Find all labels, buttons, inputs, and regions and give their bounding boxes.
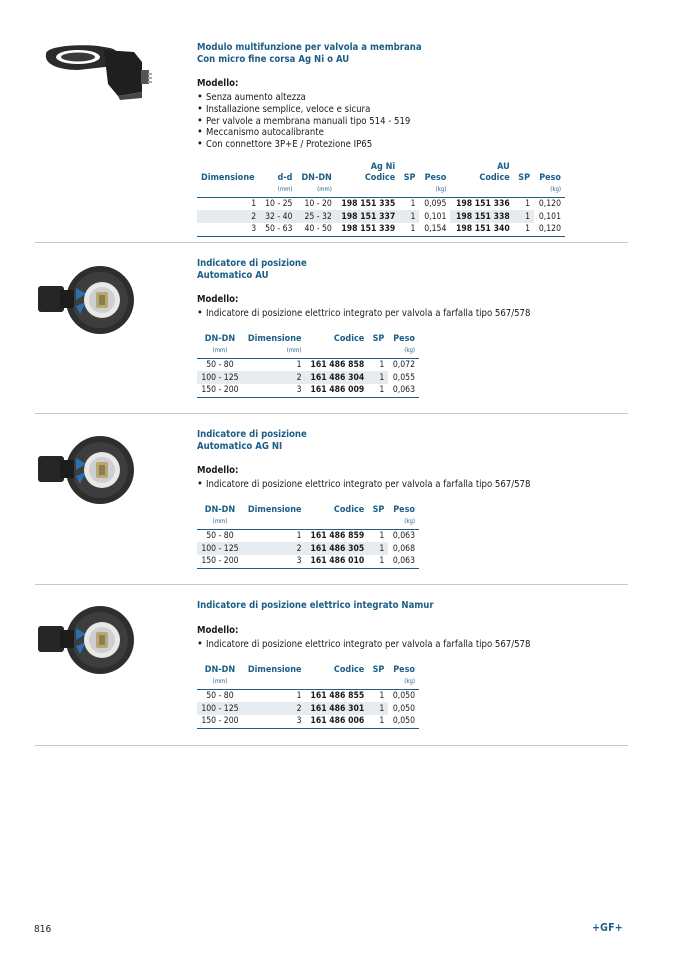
col-header-group: Ag Ni	[370, 162, 396, 172]
position-indicator-image	[36, 258, 140, 342]
col-header	[399, 162, 419, 173]
unit-label: (kg)	[404, 346, 415, 354]
spec-table	[197, 665, 419, 729]
table-cell: 1	[410, 224, 416, 235]
unit-label	[306, 345, 369, 358]
col-header: Codice	[364, 173, 396, 183]
table-cell: 161 486 010	[310, 556, 365, 567]
table-cell: 50 - 80	[206, 530, 234, 541]
table-cell: 50 - 63	[265, 224, 293, 235]
col-header: d-d	[277, 173, 293, 183]
table-cell: 50 - 80	[206, 690, 234, 701]
unit-label	[306, 676, 369, 689]
table-cell: 100 - 125	[197, 542, 243, 555]
feature-list	[197, 308, 530, 320]
section-divider	[35, 413, 628, 414]
title-line: Automatico AU	[197, 269, 269, 281]
title-line: Modulo multifunzione per valvola a membrana	[197, 42, 422, 53]
table-cell: 150 - 200	[201, 716, 239, 727]
col-header: Codice	[479, 173, 510, 183]
table-cell: 0,120	[538, 224, 561, 235]
col-header-group: AU	[497, 162, 510, 172]
table-cell: 1	[525, 198, 531, 209]
table-row	[197, 210, 565, 223]
section-divider	[35, 242, 628, 243]
table-cell: 40 - 50	[304, 224, 332, 235]
unit-label	[514, 184, 534, 197]
spec-table	[197, 505, 419, 569]
table-cell: 1	[379, 530, 385, 541]
table-cell: 3	[251, 224, 257, 235]
table-cell: 198 151 335	[341, 198, 396, 209]
table-cell: 161 486 855	[310, 690, 365, 701]
table-cell: 3	[296, 556, 302, 567]
unit-label: (kg)	[435, 185, 447, 193]
position-indicator-image	[36, 428, 140, 512]
table-row	[197, 384, 419, 397]
col-header	[534, 162, 565, 173]
table-row	[197, 358, 419, 371]
table-row	[197, 223, 565, 236]
table-cell: 1	[296, 359, 302, 370]
feature-list	[197, 479, 530, 491]
table-cell: 198 151 338	[450, 210, 513, 223]
col-header: SP	[518, 173, 531, 183]
table-cell: 3	[296, 385, 302, 396]
col-header	[514, 162, 534, 173]
unit-label	[368, 516, 388, 529]
feature-list	[197, 92, 410, 151]
table-cell: 0,050	[392, 716, 415, 727]
table-cell: 25 - 32	[296, 210, 335, 223]
spec-table	[197, 162, 565, 237]
table-cell: 2	[243, 371, 306, 384]
unit-label: (mm)	[212, 517, 228, 525]
table-cell: 198 151 339	[341, 224, 396, 235]
col-header: DN-DN	[204, 505, 236, 515]
unit-label	[450, 184, 513, 197]
list-item: • Indicatore di posizione elettrico integrato per valvola a farfalla tipo 567/578	[197, 639, 530, 651]
table-row	[197, 529, 419, 542]
col-header	[260, 162, 296, 173]
unit-label	[336, 184, 399, 197]
table-cell: 10 - 20	[304, 198, 332, 209]
table-cell: 1	[296, 690, 302, 701]
table-cell: 0,050	[392, 690, 415, 701]
col-header	[197, 162, 260, 173]
col-header: Dimensione	[247, 505, 302, 515]
col-header: Codice	[333, 334, 365, 344]
unit-label	[197, 184, 260, 197]
table-row	[197, 371, 419, 384]
col-header	[419, 162, 450, 173]
list-item: • Meccanismo autocalibrante	[197, 127, 410, 139]
list-item: • Con connettore 3P+E / Protezione IP65	[197, 139, 410, 151]
list-item: • Senza aumento altezza	[197, 92, 410, 104]
table-cell: 2	[243, 542, 306, 555]
list-item: • Indicatore di posizione elettrico integrato per valvola a farfalla tipo 567/578	[197, 479, 530, 491]
title-line: Automatico AG NI	[197, 440, 283, 452]
col-header: Codice	[333, 665, 365, 675]
table-cell: 161 486 301	[306, 702, 369, 715]
col-header: Peso	[393, 665, 415, 675]
table-cell: 1	[379, 690, 385, 701]
title-line: Con micro fine corsa Ag Ni o AU	[197, 53, 350, 65]
section-title	[197, 258, 307, 281]
table-cell: 1	[251, 198, 257, 209]
table-cell: 1	[410, 198, 416, 209]
position-indicator-image	[36, 598, 140, 682]
section-title	[197, 600, 434, 612]
col-header: Dimensione	[247, 665, 302, 675]
col-header	[296, 162, 335, 173]
unit-label	[243, 676, 306, 689]
modello-label: Modello:	[197, 625, 239, 636]
section-title	[197, 42, 422, 65]
unit-label: (kg)	[404, 517, 415, 525]
table-cell: 0,050	[392, 703, 415, 714]
col-header: Peso	[424, 173, 447, 183]
table-cell: 0,055	[392, 372, 415, 383]
table-cell: 2	[243, 702, 306, 715]
table-cell: 32 - 40	[260, 210, 296, 223]
col-header: Peso	[539, 173, 561, 183]
unit-label	[306, 516, 369, 529]
col-header: DN-DN	[204, 665, 236, 675]
table-cell: 3	[296, 716, 302, 727]
table-cell: 161 486 304	[306, 371, 369, 384]
unit-label: (mm)	[212, 346, 228, 354]
table-cell: 198 151 340	[455, 224, 510, 235]
table-row	[197, 197, 565, 210]
col-header: Dimensione	[201, 173, 255, 183]
table-row	[197, 702, 419, 715]
unit-label: (kg)	[550, 185, 561, 193]
modello-label: Modello:	[197, 294, 239, 305]
unit-label	[368, 676, 388, 689]
title-line: Indicatore di posizione elettrico integrato Namur	[197, 600, 434, 611]
table-row	[197, 555, 419, 568]
table-cell: 1	[379, 716, 385, 727]
list-item: • Installazione semplice, veloce e sicura	[197, 104, 410, 116]
table-cell: 1	[379, 556, 385, 567]
table-cell: 0,101	[424, 211, 447, 222]
col-header: Codice	[333, 505, 365, 515]
table-row	[197, 542, 419, 555]
unit-label: (mm)	[212, 677, 228, 685]
table-cell: 0,063	[392, 385, 415, 396]
table-row	[197, 689, 419, 702]
table-cell: 1	[368, 542, 388, 555]
spec-table	[197, 334, 419, 398]
table-cell: 100 - 125	[197, 702, 243, 715]
table-cell: 1	[368, 371, 388, 384]
table-cell: 150 - 200	[201, 556, 239, 567]
table-cell: 198 151 336	[455, 198, 510, 209]
table-cell: 1	[379, 385, 385, 396]
section-divider	[35, 584, 628, 585]
table-cell: 1	[525, 224, 531, 235]
table-cell: 0,063	[392, 556, 415, 567]
table-cell: 0,095	[424, 198, 447, 209]
col-header: Dimensione	[247, 334, 302, 344]
unit-label	[399, 184, 419, 197]
table-cell: 0,101	[538, 211, 561, 222]
table-cell: 2	[197, 210, 260, 223]
table-cell: 0,154	[424, 224, 447, 235]
col-header: SP	[372, 334, 385, 344]
table-cell: 0,063	[392, 530, 415, 541]
table-cell: 10 - 25	[265, 198, 293, 209]
unit-label	[243, 516, 306, 529]
unit-label: (mm)	[277, 185, 293, 193]
col-header: DN-DN	[204, 334, 236, 344]
page-number: 816	[34, 924, 52, 935]
col-header: SP	[372, 665, 385, 675]
table-cell: 1	[379, 359, 385, 370]
table-cell: 1	[399, 210, 419, 223]
col-header: DN-DN	[301, 173, 332, 183]
title-line: Indicatore di posizione	[197, 258, 307, 269]
unit-label: (kg)	[404, 677, 415, 685]
table-cell: 198 151 337	[336, 210, 399, 223]
list-item: • Indicatore di posizione elettrico integrato per valvola a farfalla tipo 567/578	[197, 308, 530, 320]
table-row	[197, 715, 419, 728]
title-line: Indicatore di posizione	[197, 429, 307, 440]
list-item: • Per valvole a membrana manuali tipo 514 - 519	[197, 116, 410, 128]
table-cell: 161 486 858	[310, 359, 365, 370]
table-cell: 1	[514, 210, 534, 223]
section-divider	[35, 745, 628, 746]
feature-list	[197, 639, 530, 651]
col-header: SP	[372, 505, 385, 515]
unit-label: (mm)	[317, 185, 332, 193]
gf-logo: +GF+	[592, 922, 623, 934]
table-cell: 150 - 200	[201, 385, 239, 396]
table-cell: 0,072	[392, 359, 415, 370]
col-header: SP	[403, 173, 416, 183]
table-cell: 0,068	[392, 543, 415, 554]
table-cell: 0,120	[538, 198, 561, 209]
modello-label: Modello:	[197, 78, 239, 89]
multifunction-module-image	[38, 40, 158, 102]
table-cell: 50 - 80	[206, 359, 234, 370]
table-cell: 161 486 006	[310, 716, 365, 727]
col-header: Peso	[393, 334, 415, 344]
table-cell: 100 - 125	[197, 371, 243, 384]
table-cell: 1	[296, 530, 302, 541]
unit-label: (mm)	[286, 346, 302, 354]
table-cell: 1	[368, 702, 388, 715]
unit-label	[368, 345, 388, 358]
table-cell: 161 486 009	[310, 385, 365, 396]
table-cell: 161 486 859	[310, 530, 365, 541]
modello-label: Modello:	[197, 465, 239, 476]
col-header: Peso	[393, 505, 415, 515]
section-title	[197, 429, 307, 452]
table-cell: 161 486 305	[306, 542, 369, 555]
